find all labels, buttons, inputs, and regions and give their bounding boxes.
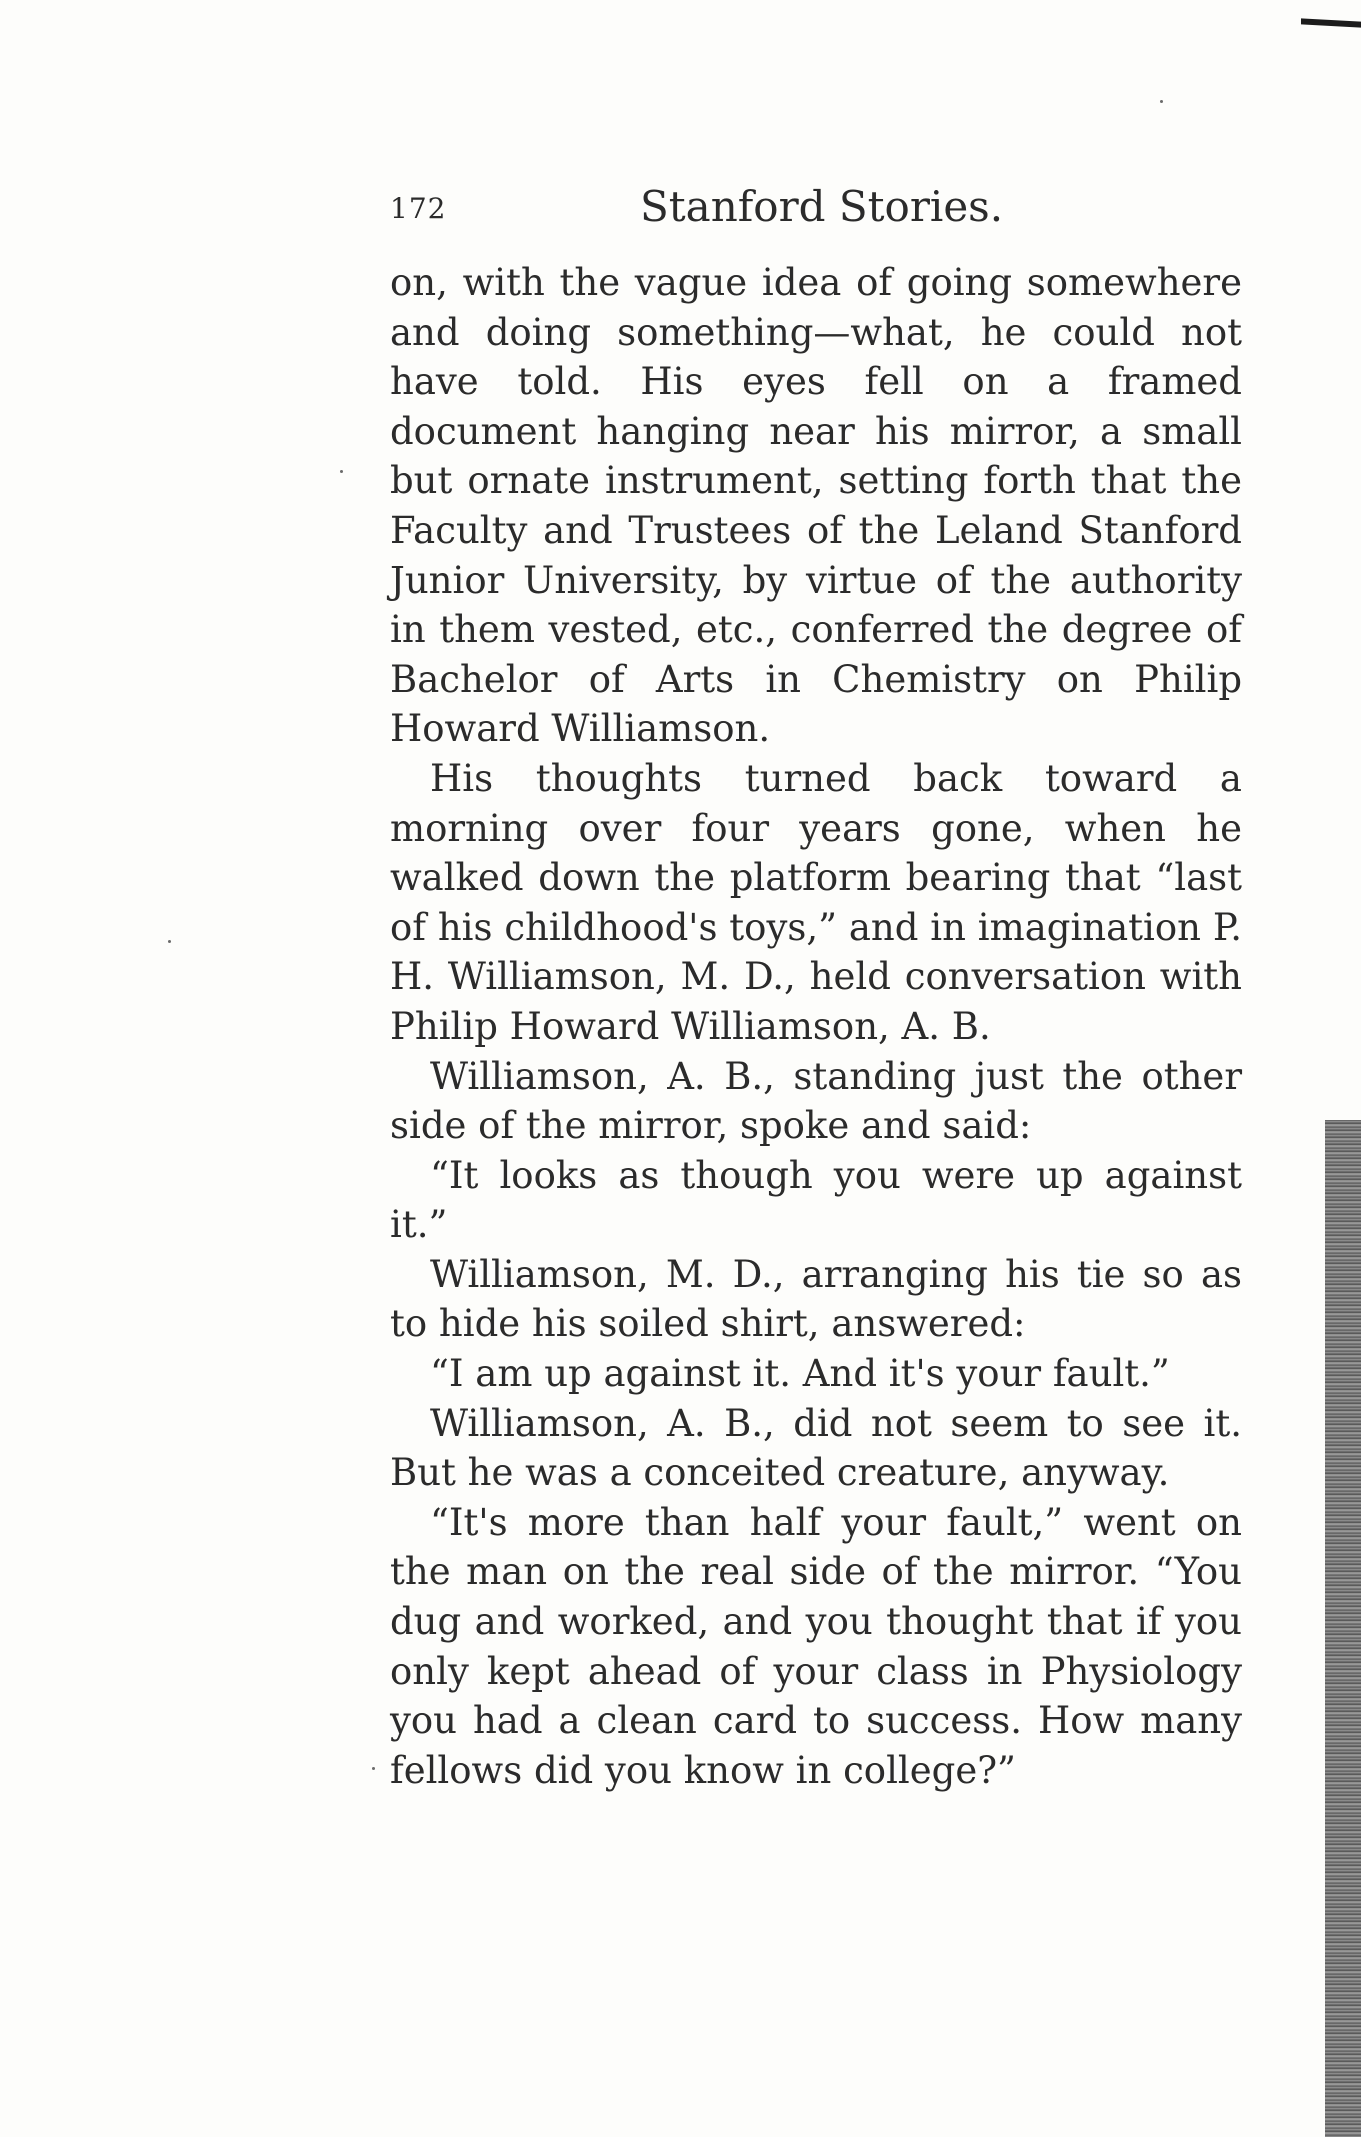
paragraph: “It looks as though you were up against it.” bbox=[390, 1153, 1242, 1247]
paragraph: Williamson, A. B., standing just the other side of the mirror, spoke and said: bbox=[390, 1054, 1242, 1148]
paragraph: Williamson, A. B., did not seem to see it. But he was a conceited creature, anyway. bbox=[390, 1401, 1242, 1495]
paragraph: His thoughts turned back toward a morning over four years gone, when he walked down the platform bearing that “last of his childhood's toys,” and in imagination P. H. Williamson, M. D., held conversation with Philip Howard Williamson, A. B. bbox=[390, 756, 1242, 1048]
body-text bbox=[390, 258, 1242, 1795]
page-header bbox=[390, 182, 1240, 242]
paragraph: “It's more than half your fault,” went on the man on the real side of the mirror. “You dug and worked, and you thought that if you only kept ahead of your class in Physiology you had a clean card to success. How many fellows did you know in college?” bbox=[390, 1500, 1242, 1792]
paragraph: “I am up against it. And it's your fault.” bbox=[430, 1352, 1170, 1396]
scan-speck bbox=[372, 1767, 375, 1770]
scan-edge-mark bbox=[1301, 18, 1361, 27]
page-number: 172 bbox=[390, 192, 447, 225]
scan-speck bbox=[168, 940, 171, 943]
paragraph: Williamson, M. D., arranging his tie so as to hide his soiled shirt, answered: bbox=[390, 1252, 1242, 1346]
running-title: Stanford Stories. bbox=[640, 182, 1004, 231]
scan-speck bbox=[1160, 100, 1163, 103]
scan-speck bbox=[340, 470, 343, 473]
paragraph: on, with the vague idea of going somewhere and doing something—what, he could not have told. His eyes fell on a framed document hanging near his mirror, a small but ornate instrument, setting forth that the Faculty and Trustees of the Leland Stanford Junior University, by virtue of the authority in them vested, etc., conferred the degree of Bachelor of Arts in Chemistry on Philip Howard Williamson. bbox=[390, 261, 1242, 751]
binding-shadow bbox=[1325, 1120, 1361, 2137]
